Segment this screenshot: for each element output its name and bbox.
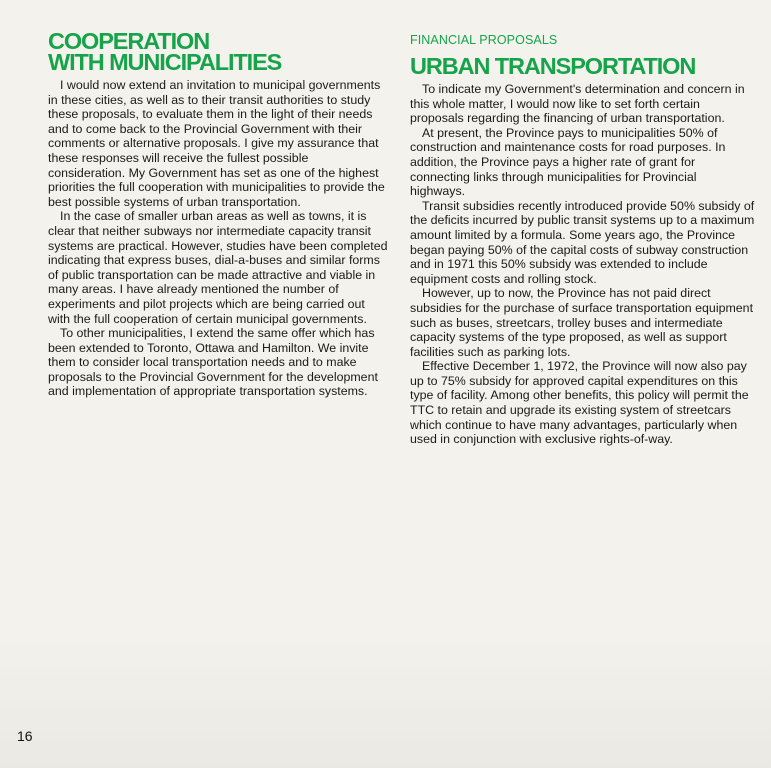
paragraph: In the case of smaller urban areas as well as towns, it is clear that neither subways nor intermediate capacity transit systems are practical. However, studies have been completed indicating that express buses, dial-a-buses and similar forms of public transportation can be made attractive and viable in many areas. I have already mentioned the number of experiments and pilot projects which are being carried out with the full cooperation of certain municipal governments. (48, 209, 388, 326)
paragraph: To other municipalities, I extend the same offer which has been extended to Toronto, Ottawa and Hamilton. We invite them to consider local transportation needs and to make proposals to the Provincial Government for the development and implementation of appropriate transportation systems. (48, 326, 378, 399)
paragraph: Transit subsidies recently introduced provide 50% subsidy of the deficits incurred by public transit systems up to a maximum amount limited by a formula. Some years ago, the Province began paying 50% of the capital costs of subway construction and in 1971 this 50% subsidy was extended to include equipment costs and rolling stock. (410, 198, 755, 286)
paragraph: To indicate my Government's determination and concern in this whole matter, I would now like to set forth certain proposals regarding the financing of urban transportation. (410, 82, 745, 126)
page-lower-shade (0, 640, 771, 768)
cooperation-heading (48, 28, 388, 75)
urban-transportation-heading: URBAN TRANSPORTATION (410, 53, 696, 79)
left-column (48, 28, 388, 399)
paragraph: I would now extend an invitation to municipal governments in these cities, as well as to their transit authorities to study these proposals, to evaluate them in the light of their needs and to come back to the Provincial Government with their comments or alternative proposals. I give my assurance that these responses will receive the fullest possible consideration. My Government has set as one of the highest priorities the full cooperation with municipalities to provide the best possible systems of urban transportation. (48, 78, 385, 209)
section-kicker: FINANCIAL PROPOSALS (410, 33, 558, 47)
paragraph: However, up to now, the Province has not paid direct subsidies for the purchase of surface transportation equipment such as buses, streetcars, trolley buses and intermediate capacity systems of the type proposed, as well as support facilities such as parking lots. (410, 286, 754, 359)
right-column (410, 28, 755, 447)
right-body (410, 82, 755, 447)
left-body (48, 78, 388, 399)
paragraph: At present, the Province pays to municipalities 50% of construction and maintenance costs for road purposes. In addition, the Province pays a higher rate of grant for connecting links through municipalities for Provincial highways. (410, 125, 726, 199)
paragraph: Effective December 1, 1972, the Province will now also pay up to 75% subsidy for approved capital expenditures on this type of facility. Among other benefits, this policy will permit the TTC to retain and upgrade its existing system of streetcars which continue to have many advantages, particularly when used in conjunction with exclusive rights-of-way. (410, 359, 749, 447)
heading-line-1: COOPERATION (48, 28, 210, 54)
heading-line-2: WITH MUNICIPALITIES (48, 49, 282, 75)
page-number: 16 (17, 728, 33, 744)
